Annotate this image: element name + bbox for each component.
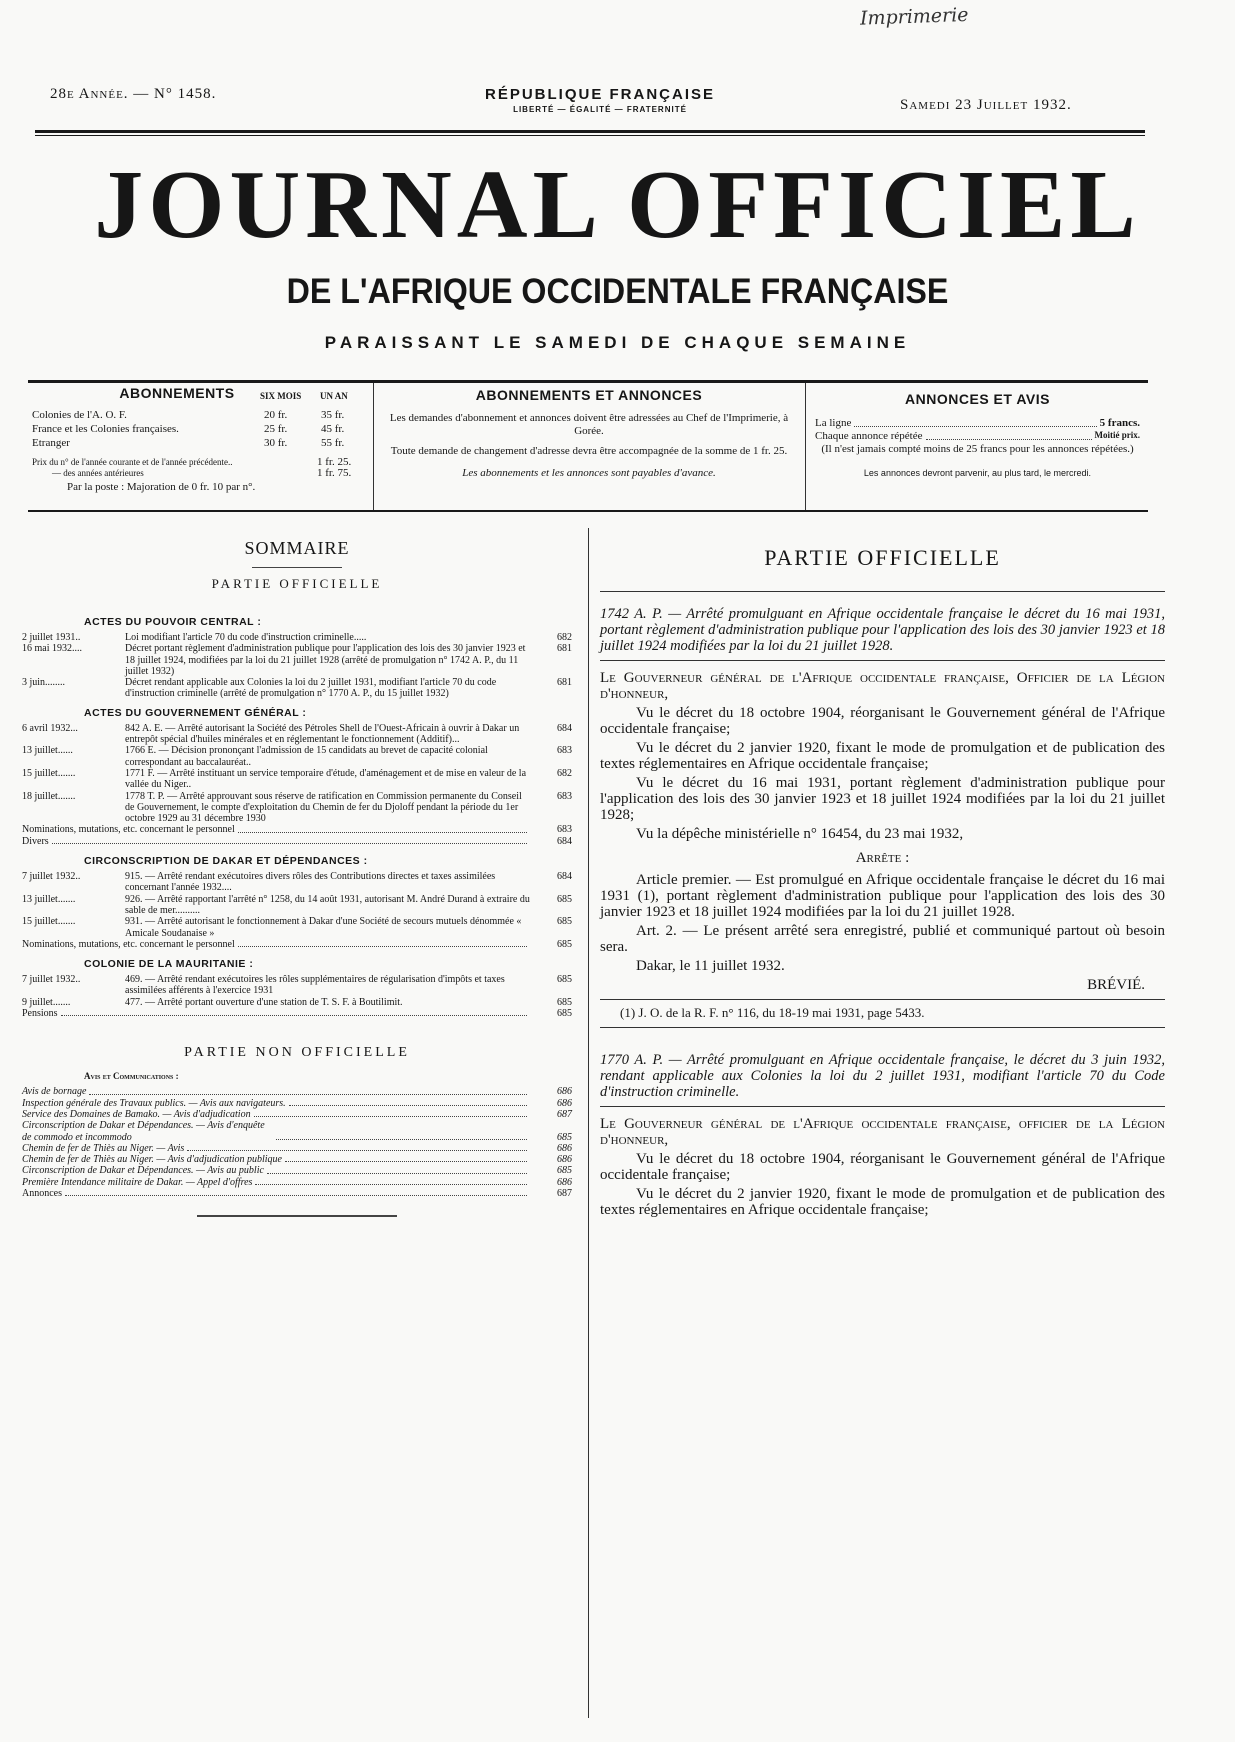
abonnements-row <box>32 409 362 423</box>
sommaire-entry: 7 juillet 1932.. 915. — Arrêté rendant exécutoires divers rôles des Contributions directes et taxes assimilées concernant l'année 1932.... 684 <box>22 871 572 894</box>
sommaire-entry: 13 juillet....... 926. — Arrêté rapportant l'arrêté n° 1258, du 14 août 1931, autorisant M. André Durand à extraire du sable de mer.......... 685 <box>22 893 572 916</box>
sommaire-entry: 2 juillet 1931.. Loi modifiant l'article 70 du code d'instruction criminelle..... 682 <box>22 632 572 643</box>
abonnements-title: ABONNEMENTS <box>119 385 235 401</box>
annonces-deadline: Les annonces devront parvenir, au plus tard, le mercredi. <box>863 468 1092 478</box>
group-mauritanie: COLONIE DE LA MAURITANIE : <box>84 958 254 971</box>
avis-entry: Circonscription de Dakar et Dépendances. — Avis au public 685 <box>22 1165 572 1177</box>
sommaire-partie-officielle: PARTIE OFFICIELLE <box>211 576 383 591</box>
annonces-avis-title: ANNONCES ET AVIS <box>905 391 1050 407</box>
sommaire-entry: 15 juillet....... 1771 F. — Arrêté instituant un service temporaire d'étude, d'aménagement et de mise en valeur de la vallée du Niger.. 682 <box>22 767 572 791</box>
article-1742-vu: Vu le décret du 18 octobre 1904, réorganisant le Gouvernement général de l'Afrique occidentale française; <box>600 705 1165 737</box>
avis-entry: Chemin de fer de Thiès au Niger. — Avis d'adjudication publique 686 <box>22 1154 572 1166</box>
annonces-repetee-label: Chaque annonce répétée <box>815 430 923 442</box>
abonnements-col-six: SIX MOIS <box>260 391 302 401</box>
header-rule-top <box>35 130 1145 133</box>
issue-number: 28e Année. — N° 1458. <box>50 86 217 102</box>
price-current-label: Prix du n° de l'année courante et de l'année précédente.. <box>32 457 233 467</box>
handwritten-note: Imprimerie <box>859 3 969 30</box>
sommaire-end-ornament <box>197 1215 397 1217</box>
annonces-ligne <box>815 417 1140 430</box>
box-abonnements <box>32 385 362 494</box>
issue-date: Samedi 23 Juillet 1932. <box>900 97 1072 113</box>
article-1742-art1: Article premier. — Est promulgué en Afrique occidentale française le décret du 16 mai 1931 (1), portant règlement d'administration publique pour l'application des lois des 30 janvier 1923 et 18 juillet 1924 modifiées par la loi du 21 juillet 1928. <box>600 872 1165 920</box>
group-pouvoir-central: ACTES DU POUVOIR CENTRAL : <box>84 616 262 628</box>
header-rule-thin <box>35 135 1145 136</box>
article-1770-vu: Vu le décret du 18 octobre 1904, réorganisant le Gouvernement général de l'Afrique occidentale française; <box>600 1151 1165 1183</box>
masthead-tagline: PARAISSANT LE SAMEDI DE CHAQUE SEMAINE <box>324 333 911 352</box>
abonnements-row-label: France et les Colonies françaises. <box>32 423 179 435</box>
sommaire-entry: 7 juillet 1932.. 469. — Arrêté rendant exécutoires les rôles supplémentaires de régularisation d'impôts et taxes assimilées afférents à l'exercice 1931 685 <box>22 974 572 997</box>
sommaire-title: SOMMAIRE <box>244 538 350 558</box>
annonces-ligne-value: 5 francs. <box>1099 417 1140 429</box>
price-current-value: 1 fr. 25. <box>317 456 352 468</box>
avis-entry: Annonces 687 <box>22 1187 572 1199</box>
box-abonnements-annonces <box>383 387 795 480</box>
group-dakar: CIRCONSCRIPTION DE DAKAR ET DÉPENDANCES : <box>84 855 368 868</box>
sommaire-entry: 9 juillet....... 477. — Arrêté portant ouverture d'une station de T. S. F. à Boutilimit. 685 <box>22 996 572 1008</box>
article-1742-footnote: (1) J. O. de la R. F. n° 116, du 18-19 mai 1931, page 5433. <box>620 1005 925 1020</box>
avis-entry: Chemin de fer de Thiès au Niger. — Avis 686 <box>22 1142 572 1154</box>
sommaire-entry: 13 juillet...... 1766 E. — Décision prononçant l'admission de 15 candidats au brevet de capacité colonial correspondant au baccalauréat.. 683 <box>22 745 572 768</box>
box-annonces-avis <box>815 391 1140 479</box>
group-gouvernement-general: ACTES DU GOUVERNEMENT GÉNÉRAL : <box>84 706 307 719</box>
abonnements-row-six: 30 fr. <box>264 437 288 449</box>
republic-block <box>420 86 780 114</box>
abonnements-annonces-p2: Toute demande de changement d'adresse devra être accompagnée de la somme de 1 fr. 25. <box>390 445 788 457</box>
annonces-ligne-label: La ligne <box>815 417 852 429</box>
partie-officielle-column <box>600 545 1165 1221</box>
postage-note: Par la poste : Majoration de 0 fr. 10 par n°. <box>67 481 256 493</box>
price-older-value: 1 fr. 75. <box>317 467 352 479</box>
boxes-rule-top <box>28 380 1148 383</box>
avis-entry: Avis de bornage 686 <box>22 1086 572 1098</box>
article-1742-art2: Art. 2. — Le présent arrêté sera enregistré, publié et communiqué partout où besoin sera. <box>600 923 1165 955</box>
sommaire-entry: 16 mai 1932.... Décret portant règlement d'administration publique pour l'application des lois des 30 janvier 1923 et 18 juillet 1924, modifiées par la loi du 21 juillet 1928 (arrêté de promulgation n° 1742 A. P., du 11 juillet 1932) 681 <box>22 643 572 677</box>
column-divider <box>588 528 589 1718</box>
partie-officielle-title: PARTIE OFFICIELLE <box>764 545 1001 570</box>
abonnements-row <box>32 437 362 451</box>
masthead-subtitle: DE L'AFRIQUE OCCIDENTALE FRANÇAISE <box>286 272 949 311</box>
abonnements-row <box>32 423 362 437</box>
sommaire-entry: 15 juillet....... 931. — Arrêté autorisant le fonctionnement à Dakar d'une Société de secours mutuels dénommée « Amicale Soudanaise » 685 <box>22 916 572 939</box>
article-1742-arrete: Arrête : <box>855 850 910 866</box>
sommaire-entry: 18 juillet....... 1778 T. P. — Arrêté approuvant sous réserve de ratification en Commission permanente du Conseil de Gouvernement, le compte d'exploitation du Chemin de fer du Djoloff pendant la période du 1er octobre 1929 au 31 décembre 1930 683 <box>22 790 572 825</box>
article-1742-signature: BRÉVIÉ. <box>1087 977 1145 993</box>
abonnements-row-label: Colonies de l'A. O. F. <box>32 409 127 421</box>
article-1742-vu: Vu le décret du 2 janvier 1920, fixant le mode de promulgation et de publication des textes réglementaires en Afrique occidentale française; <box>600 740 1165 772</box>
annonces-note: (Il n'est jamais compté moins de 25 francs pour les annonces répétées.) <box>821 443 1134 455</box>
republic-title: RÉPUBLIQUE FRANÇAISE <box>484 86 715 103</box>
masthead-title: JOURNAL OFFICIEL <box>94 151 1141 259</box>
article-1742-heading: 1742 A. P. — Arrêté promulguant en Afrique occidentale française le décret du 16 mai 1931, portant règlement d'administration publique pour l'application des lois des 30 janvier 1923 et 18 juillet 1924 modifiées par la loi du 21 juillet 1928. <box>600 606 1165 654</box>
abonnements-row-year: 55 fr. <box>321 437 345 449</box>
article-1770-gouverneur: Le Gouverneur général de l'Afrique occidentale française, officier de la Légion d'honneur, <box>600 1116 1165 1148</box>
box-divider-2 <box>805 383 806 510</box>
group-avis: Avis et Communications : <box>84 1071 179 1082</box>
annonces-repetee <box>815 430 1140 443</box>
article-1770-heading: 1770 A. P. — Arrêté promulguant en Afrique occidentale française, le décret du 3 juin 1932, rendant applicable aux Colonies la loi du 2 juillet 1931, modifiant l'article 70 du Code d'instruction criminelle. <box>600 1052 1165 1100</box>
article-1742-vu: Vu le décret du 16 mai 1931, portant règlement d'administration publique pour l'application des lois des 30 janvier 1923 et 18 juillet 1924 modifiées par la loi du 21 juillet 1928; <box>600 775 1165 823</box>
price-older-label: — des années antérieures <box>52 468 144 478</box>
sommaire-entry: Divers 684 <box>22 835 572 847</box>
sommaire-entry: Nominations, mutations, etc. concernant le personnel 685 <box>22 938 572 950</box>
boxes-rule-bottom <box>28 510 1148 512</box>
avis-entry: Première Intendance militaire de Dakar. — Appel d'offres 686 <box>22 1176 572 1188</box>
sommaire-entry: Nominations, mutations, etc. concernant le personnel 683 <box>22 824 572 836</box>
abonnements-row-six: 25 fr. <box>264 423 288 435</box>
sommaire-partie-non-officielle: PARTIE NON OFFICIELLE <box>184 1045 410 1061</box>
avis-entry: Inspection générale des Travaux publics. — Avis aux navigateurs. 686 <box>22 1097 572 1109</box>
article-1770-vu: Vu le décret du 2 janvier 1920, fixant le mode de promulgation et de publication des textes réglementaires en Afrique occidentale française; <box>600 1186 1165 1218</box>
article-1742-vu: Vu la dépêche ministérielle n° 16454, du 23 mai 1932, <box>636 826 964 842</box>
price-current <box>32 457 362 468</box>
abonnements-row-year: 35 fr. <box>321 409 345 421</box>
abonnements-annonces-p1: Les demandes d'abonnement et annonces doivent être adressées au Chef de l'Imprimerie, à Gorée. <box>389 412 789 437</box>
abonnements-col-year: UN AN <box>320 391 348 401</box>
avis-entry: Circonscription de Dakar et Dépendances. — Avis d'enquête de commodo et incommodo 685 <box>22 1120 572 1143</box>
article-1742-place: Dakar, le 11 juillet 1932. <box>636 958 785 974</box>
abonnements-row-label: Etranger <box>32 437 70 449</box>
motto: LIBERTÉ — ÉGALITÉ — FRATERNITÉ <box>513 105 687 114</box>
price-older <box>32 468 362 479</box>
sommaire-entry: 6 avril 1932... 842 A. E. — Arrêté autorisant la Société des Pétroles Shell de l'Ouest-Africain à ouvrir à Dakar un entrepôt spécial d'huiles minérales et en réglementant le fonctionnement (Additif)... 684 <box>22 722 572 746</box>
annonces-repetee-value: Moitié prix. <box>1094 430 1140 440</box>
sommaire-column <box>22 538 572 1217</box>
abonnements-row-six: 20 fr. <box>264 409 288 421</box>
avis-entry: Service des Domaines de Bamako. — Avis d'adjudication 687 <box>22 1108 572 1120</box>
box-divider-1 <box>373 383 374 510</box>
abonnements-row-year: 45 fr. <box>321 423 345 435</box>
abonnements-annonces-title: ABONNEMENTS ET ANNONCES <box>475 387 703 403</box>
abonnements-annonces-p3: Les abonnements et les annonces sont payables d'avance. <box>462 467 716 479</box>
sommaire-entry: Pensions 685 <box>22 1008 572 1020</box>
sommaire-entry: 3 juin........ Décret rendant applicable aux Colonies la loi du 2 juillet 1931, modifiant l'article 70 du code d'instruction criminelle (arrêté de promulgation n° 1770 A. P., du 15 juillet 1932) 681 <box>22 677 572 700</box>
article-1742-gouverneur: Le Gouverneur général de l'Afrique occidentale française, Officier de la Légion d'honneur, <box>600 670 1165 702</box>
